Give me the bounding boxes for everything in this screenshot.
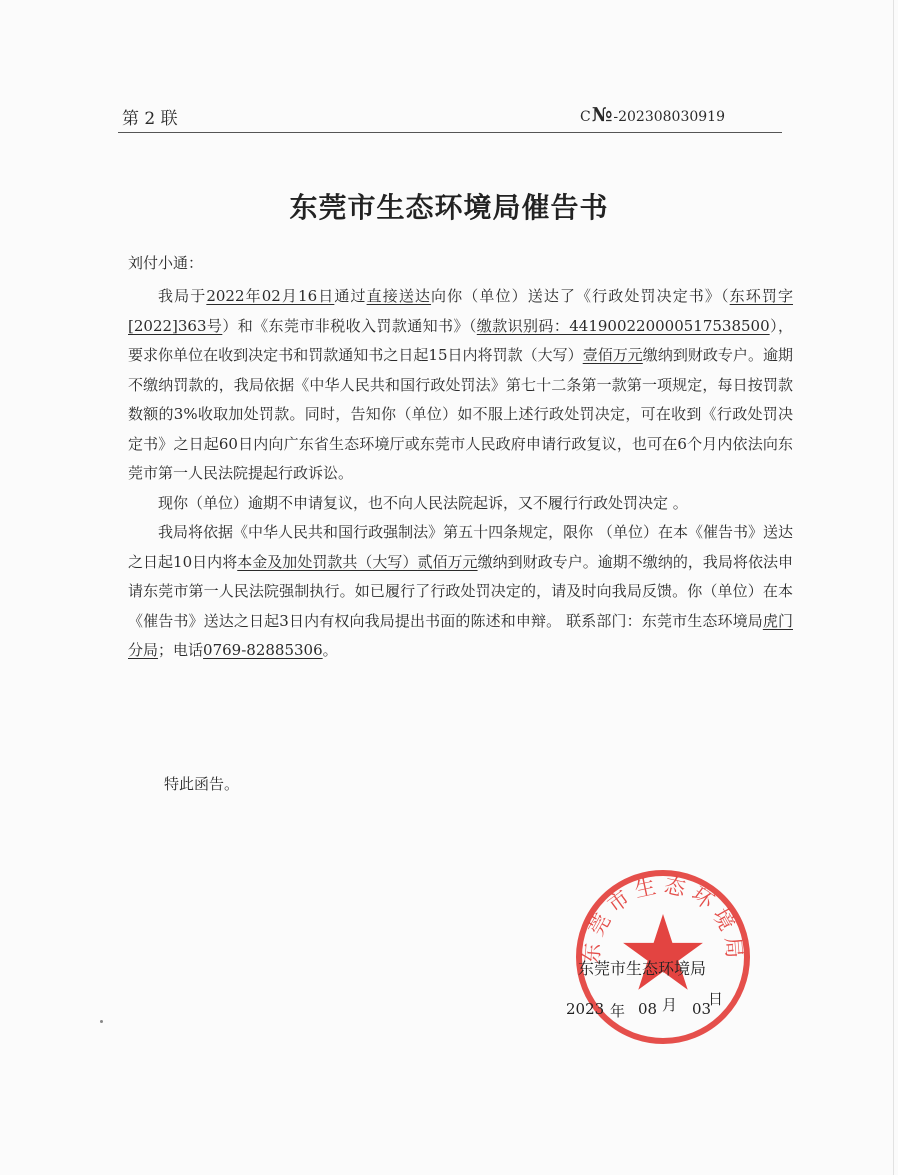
total-amount: 贰佰万元 — [417, 552, 478, 571]
p3-text-2: 缴纳到财政专户。逾期不缴纳的，我局将依法申请东莞市第一人民法院强制执行。如已履行了行政处罚决定的，请及时向我局反馈。你（单位）在本《催告书》送达之日起3日内有权向我局提出书面的陈述和申辩。 联系部门：东莞市生态环境局 — [128, 552, 793, 630]
paragraph-2: 现你（单位）逾期不申请复议，也不向人民法院起诉，又不履行行政处罚决定 。 — [158, 493, 688, 512]
document-body — [128, 282, 793, 666]
serial-number — [580, 104, 725, 126]
p1-text-3: 向你（单位）送达了《行政处罚决定书》（ — [431, 287, 730, 305]
fine-amount: 壹佰万元 — [582, 346, 643, 364]
page-edge-line — [893, 0, 894, 1175]
header-rule — [118, 132, 782, 133]
contact-branch: 虎门分局 — [128, 611, 793, 659]
scan-speck — [100, 1020, 103, 1023]
p1-text-2: 通过 — [334, 287, 367, 305]
payment-id: 缴款识别码：441900220000517538500 — [476, 316, 770, 335]
date-day: 03 — [692, 1000, 712, 1018]
paragraph-1 — [128, 282, 793, 489]
p1-text-4: ）和《东莞市非税收入罚款通知书》（ — [222, 316, 477, 335]
p3-text-3: ；电话 — [158, 641, 204, 659]
date-month: 08 — [638, 1000, 658, 1018]
paragraph-3 — [128, 518, 793, 666]
p3-text-4: 。 — [322, 641, 338, 659]
service-method: 直接送达 — [366, 287, 432, 305]
signing-date — [566, 990, 766, 1024]
contact-phone: 0769-82885306 — [203, 641, 323, 659]
p3-text-1: 我局将依据《中华人民共和国行政强制法》第五十四条规定，限你 （单位）在本《催告书》送达之日起10日内将 — [128, 523, 793, 571]
copy-label: 第 2 联 — [122, 109, 178, 129]
date-year: 2023 — [566, 1000, 605, 1018]
seal-text: 东莞市生态环境局 — [579, 873, 747, 966]
serial-no-mark: № — [591, 104, 613, 126]
document-title: 东莞市生态环境局催告书 — [289, 191, 609, 224]
date-month-unit: 月 — [662, 996, 678, 1014]
p1-text-6: 缴纳到财政专户。逾期不缴纳罚款的，我局依据《中华人民共和国行政处罚法》第七十二条第一款第一项规定，每日按罚款数额的3%收取加处罚款。同时，告知你（单位）如不服上述行政处罚决定，可在收到《行政处罚决定书》之日起60日内向广东省生态环境厅或东莞市人民政府申请行政复议，也可在6个月内依法向东莞市第一人民法院提起行政诉讼。 — [128, 346, 793, 482]
date-year-unit: 年 — [610, 1002, 626, 1020]
serial-digits: -202308030919 — [613, 109, 725, 125]
service-date: 2022年02月16日 — [206, 287, 335, 305]
date-day-unit: 日 — [708, 990, 724, 1008]
decision-number: 东环罚字[2022]363号 — [128, 287, 793, 335]
signing-organization: 东莞市生态环境局 — [578, 959, 707, 978]
closing-remark: 特此函告。 — [164, 775, 240, 793]
serial-prefix: C — [580, 109, 591, 125]
addressee: 刘付小通： — [128, 254, 204, 272]
principal-label: 本金及加处罚款共（大写） — [237, 552, 418, 571]
p1-text-1: 我局于 — [158, 287, 207, 305]
p1-text-5: ），要求你单位在收到决定书和罚款通知书之日起15日内将罚款（大写） — [128, 316, 793, 364]
